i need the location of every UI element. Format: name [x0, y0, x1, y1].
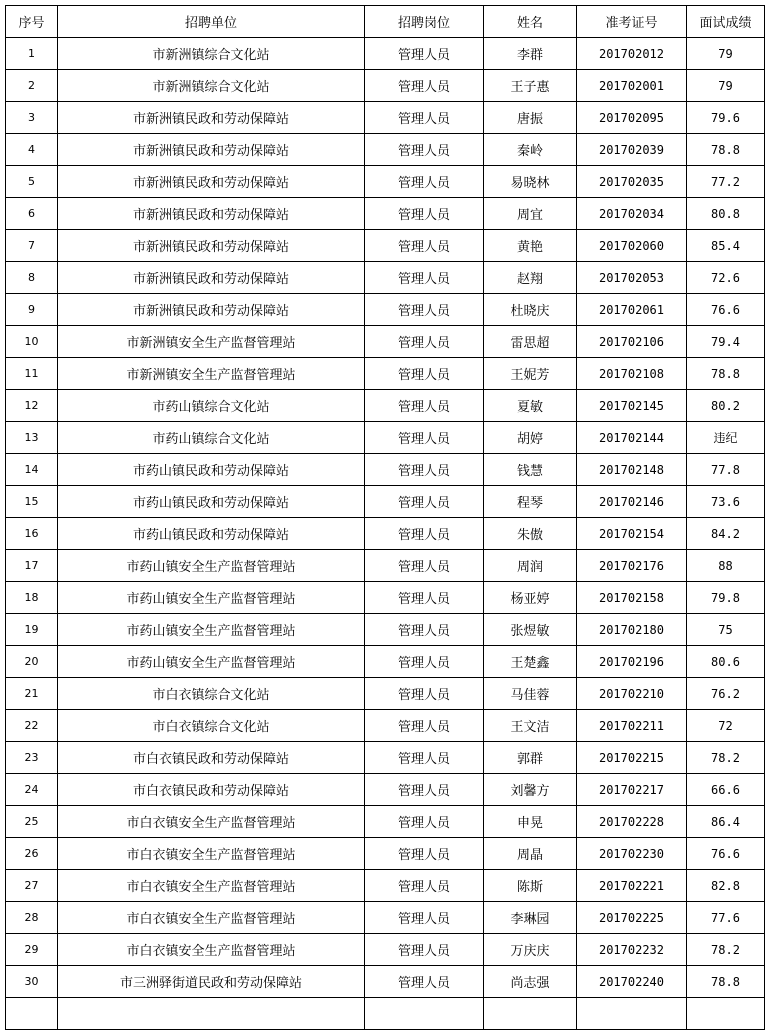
row-position: 管理人员: [365, 38, 484, 70]
row-ticket: 201702215: [577, 742, 687, 774]
row-name: 郭群: [484, 742, 577, 774]
table-row: [6, 582, 765, 614]
row-ticket: 201702148: [577, 454, 687, 486]
row-unit: 市新洲镇综合文化站: [58, 70, 365, 102]
row-name: 朱傲: [484, 518, 577, 550]
row-name: 申晃: [484, 806, 577, 838]
table-row: [6, 966, 765, 998]
header-position: 招聘岗位: [365, 6, 484, 38]
table-row: [6, 454, 765, 486]
row-position: 管理人员: [365, 550, 484, 582]
table-row: [6, 38, 765, 70]
row-score: 86.4: [687, 806, 765, 838]
row-index: 24: [6, 774, 58, 806]
row-index: 16: [6, 518, 58, 550]
row-position: 管理人员: [365, 70, 484, 102]
row-name: 张煜敏: [484, 614, 577, 646]
row-position: 管理人员: [365, 678, 484, 710]
table-row: [6, 134, 765, 166]
row-ticket: 201702108: [577, 358, 687, 390]
row-position: 管理人员: [365, 646, 484, 678]
table-row: [6, 902, 765, 934]
row-score: 76.6: [687, 294, 765, 326]
row-ticket: 201702095: [577, 102, 687, 134]
row-position: 管理人员: [365, 774, 484, 806]
row-ticket: 201702240: [577, 966, 687, 998]
row-name: 夏敏: [484, 390, 577, 422]
row-ticket: 201702145: [577, 390, 687, 422]
row-index: 15: [6, 486, 58, 518]
row-position: 管理人员: [365, 294, 484, 326]
row-score: 80.6: [687, 646, 765, 678]
table-row: [6, 230, 765, 262]
row-unit: 市新洲镇安全生产监督管理站: [58, 358, 365, 390]
table-row: [6, 806, 765, 838]
row-index: 13: [6, 422, 58, 454]
row-position: 管理人员: [365, 966, 484, 998]
row-ticket: 201702144: [577, 422, 687, 454]
table-row: [6, 326, 765, 358]
row-position: 管理人员: [365, 870, 484, 902]
row-position: 管理人员: [365, 614, 484, 646]
row-ticket: 201702217: [577, 774, 687, 806]
row-index: 20: [6, 646, 58, 678]
row-score: 88: [687, 550, 765, 582]
row-position: 管理人员: [365, 710, 484, 742]
table-row: [6, 870, 765, 902]
row-name: 唐振: [484, 102, 577, 134]
row-name: 杨亚婷: [484, 582, 577, 614]
row-score: 76.2: [687, 678, 765, 710]
row-position: 管理人员: [365, 806, 484, 838]
row-position: 管理人员: [365, 326, 484, 358]
table-row: [6, 774, 765, 806]
row-index: 7: [6, 230, 58, 262]
row-ticket: 201702146: [577, 486, 687, 518]
row-ticket: 201702039: [577, 134, 687, 166]
row-index: 28: [6, 902, 58, 934]
row-name: 易晓林: [484, 166, 577, 198]
row-name: 赵翔: [484, 262, 577, 294]
row-index: 23: [6, 742, 58, 774]
row-index: 2: [6, 70, 58, 102]
row-index: 5: [6, 166, 58, 198]
row-position: 管理人员: [365, 102, 484, 134]
table-row: [6, 358, 765, 390]
row-score: 75: [687, 614, 765, 646]
row-score: 80.8: [687, 198, 765, 230]
table-row: [6, 518, 765, 550]
row-score: 违纪: [687, 422, 765, 454]
row-score: 76.6: [687, 838, 765, 870]
row-ticket: 201702061: [577, 294, 687, 326]
row-index: 4: [6, 134, 58, 166]
row-score: 66.6: [687, 774, 765, 806]
row-position: 管理人员: [365, 262, 484, 294]
row-unit: 市药山镇民政和劳动保障站: [58, 486, 365, 518]
row-unit: 市新洲镇民政和劳动保障站: [58, 198, 365, 230]
row-unit: 市白衣镇综合文化站: [58, 678, 365, 710]
row-name: 周晶: [484, 838, 577, 870]
row-index: 17: [6, 550, 58, 582]
row-unit: 市白衣镇综合文化站: [58, 710, 365, 742]
row-position: 管理人员: [365, 518, 484, 550]
table-row: [6, 742, 765, 774]
row-unit: 市新洲镇民政和劳动保障站: [58, 134, 365, 166]
row-name: 钱慧: [484, 454, 577, 486]
row-ticket: 201702053: [577, 262, 687, 294]
row-index: 29: [6, 934, 58, 966]
row-index: 26: [6, 838, 58, 870]
row-score: 79.8: [687, 582, 765, 614]
table-row: [6, 262, 765, 294]
table-row: [6, 838, 765, 870]
row-unit: 市药山镇民政和劳动保障站: [58, 518, 365, 550]
row-position: 管理人员: [365, 486, 484, 518]
row-unit: 市新洲镇民政和劳动保障站: [58, 166, 365, 198]
row-name: 秦岭: [484, 134, 577, 166]
row-score: 82.8: [687, 870, 765, 902]
row-name: 程琴: [484, 486, 577, 518]
table-row: [6, 614, 765, 646]
table-row: [6, 486, 765, 518]
table-row: [6, 70, 765, 102]
row-name: 万庆庆: [484, 934, 577, 966]
row-unit: 市白衣镇民政和劳动保障站: [58, 742, 365, 774]
table-row: [6, 166, 765, 198]
row-unit: 市药山镇安全生产监督管理站: [58, 646, 365, 678]
header-row: [6, 6, 765, 38]
row-name: 李琳园: [484, 902, 577, 934]
row-index: 6: [6, 198, 58, 230]
cut-off-cell: [6, 998, 58, 1030]
row-ticket: 201702106: [577, 326, 687, 358]
row-index: 22: [6, 710, 58, 742]
row-score: 72.6: [687, 262, 765, 294]
row-position: 管理人员: [365, 582, 484, 614]
row-unit: 市白衣镇安全生产监督管理站: [58, 838, 365, 870]
row-unit: 市新洲镇民政和劳动保障站: [58, 102, 365, 134]
row-name: 王楚鑫: [484, 646, 577, 678]
row-ticket: 201702228: [577, 806, 687, 838]
header-score: 面试成绩: [687, 6, 765, 38]
row-position: 管理人员: [365, 390, 484, 422]
row-ticket: 201702221: [577, 870, 687, 902]
row-unit: 市白衣镇安全生产监督管理站: [58, 870, 365, 902]
row-index: 1: [6, 38, 58, 70]
cut-off-cell: [687, 998, 765, 1030]
row-name: 雷思超: [484, 326, 577, 358]
row-name: 马佳蓉: [484, 678, 577, 710]
cut-off-row: [6, 998, 765, 1030]
row-position: 管理人员: [365, 422, 484, 454]
row-score: 77.8: [687, 454, 765, 486]
row-name: 周宜: [484, 198, 577, 230]
table-row: [6, 198, 765, 230]
row-score: 73.6: [687, 486, 765, 518]
row-position: 管理人员: [365, 934, 484, 966]
header-index: 序号: [6, 6, 58, 38]
table-row: [6, 934, 765, 966]
cut-off-cell: [58, 998, 365, 1030]
interview-score-table: [5, 5, 765, 1030]
table-row: [6, 646, 765, 678]
row-unit: 市白衣镇安全生产监督管理站: [58, 902, 365, 934]
cut-off-cell: [365, 998, 484, 1030]
row-ticket: 201702176: [577, 550, 687, 582]
row-score: 85.4: [687, 230, 765, 262]
row-score: 79.6: [687, 102, 765, 134]
row-index: 25: [6, 806, 58, 838]
row-score: 80.2: [687, 390, 765, 422]
row-score: 72: [687, 710, 765, 742]
row-name: 王妮芳: [484, 358, 577, 390]
row-position: 管理人员: [365, 902, 484, 934]
header-unit: 招聘单位: [58, 6, 365, 38]
row-position: 管理人员: [365, 358, 484, 390]
row-ticket: 201702060: [577, 230, 687, 262]
row-ticket: 201702158: [577, 582, 687, 614]
row-name: 胡婷: [484, 422, 577, 454]
row-unit: 市白衣镇民政和劳动保障站: [58, 774, 365, 806]
row-unit: 市药山镇民政和劳动保障站: [58, 454, 365, 486]
row-position: 管理人员: [365, 230, 484, 262]
cut-off-cell: [577, 998, 687, 1030]
row-score: 78.8: [687, 966, 765, 998]
table-row: [6, 294, 765, 326]
row-name: 黄艳: [484, 230, 577, 262]
table-row: [6, 390, 765, 422]
row-name: 王子惠: [484, 70, 577, 102]
row-score: 79: [687, 70, 765, 102]
row-ticket: 201702210: [577, 678, 687, 710]
row-index: 21: [6, 678, 58, 710]
row-score: 78.2: [687, 934, 765, 966]
row-index: 8: [6, 262, 58, 294]
row-score: 77.6: [687, 902, 765, 934]
row-name: 王文洁: [484, 710, 577, 742]
row-index: 14: [6, 454, 58, 486]
row-ticket: 201702001: [577, 70, 687, 102]
table-row: [6, 710, 765, 742]
row-unit: 市药山镇综合文化站: [58, 422, 365, 454]
row-name: 李群: [484, 38, 577, 70]
table-row: [6, 102, 765, 134]
row-position: 管理人员: [365, 838, 484, 870]
row-index: 27: [6, 870, 58, 902]
table-body: [6, 38, 765, 1030]
row-index: 30: [6, 966, 58, 998]
row-unit: 市新洲镇民政和劳动保障站: [58, 230, 365, 262]
row-score: 79.4: [687, 326, 765, 358]
row-ticket: 201702196: [577, 646, 687, 678]
row-name: 刘馨方: [484, 774, 577, 806]
row-index: 12: [6, 390, 58, 422]
row-index: 19: [6, 614, 58, 646]
row-ticket: 201702225: [577, 902, 687, 934]
row-index: 10: [6, 326, 58, 358]
row-ticket: 201702154: [577, 518, 687, 550]
row-position: 管理人员: [365, 198, 484, 230]
row-index: 3: [6, 102, 58, 134]
row-name: 陈斯: [484, 870, 577, 902]
header-ticket: 准考证号: [577, 6, 687, 38]
table-row: [6, 422, 765, 454]
row-score: 77.2: [687, 166, 765, 198]
row-score: 78.8: [687, 134, 765, 166]
row-position: 管理人员: [365, 742, 484, 774]
row-ticket: 201702230: [577, 838, 687, 870]
row-unit: 市新洲镇综合文化站: [58, 38, 365, 70]
row-score: 78.2: [687, 742, 765, 774]
table-row: [6, 678, 765, 710]
row-ticket: 201702232: [577, 934, 687, 966]
row-unit: 市新洲镇民政和劳动保障站: [58, 294, 365, 326]
row-unit: 市白衣镇安全生产监督管理站: [58, 934, 365, 966]
row-score: 79: [687, 38, 765, 70]
row-name: 周润: [484, 550, 577, 582]
row-name: 杜晓庆: [484, 294, 577, 326]
row-position: 管理人员: [365, 134, 484, 166]
row-unit: 市药山镇安全生产监督管理站: [58, 582, 365, 614]
row-unit: 市三洲驿街道民政和劳动保障站: [58, 966, 365, 998]
row-ticket: 201702034: [577, 198, 687, 230]
row-score: 78.8: [687, 358, 765, 390]
row-index: 11: [6, 358, 58, 390]
row-unit: 市药山镇安全生产监督管理站: [58, 550, 365, 582]
cut-off-cell: [484, 998, 577, 1030]
row-position: 管理人员: [365, 454, 484, 486]
row-name: 尚志强: [484, 966, 577, 998]
header-name: 姓名: [484, 6, 577, 38]
row-ticket: 201702012: [577, 38, 687, 70]
table-row: [6, 550, 765, 582]
row-unit: 市新洲镇民政和劳动保障站: [58, 262, 365, 294]
row-ticket: 201702035: [577, 166, 687, 198]
row-unit: 市药山镇安全生产监督管理站: [58, 614, 365, 646]
row-unit: 市白衣镇安全生产监督管理站: [58, 806, 365, 838]
row-ticket: 201702180: [577, 614, 687, 646]
row-ticket: 201702211: [577, 710, 687, 742]
row-position: 管理人员: [365, 166, 484, 198]
row-index: 18: [6, 582, 58, 614]
row-unit: 市新洲镇安全生产监督管理站: [58, 326, 365, 358]
row-unit: 市药山镇综合文化站: [58, 390, 365, 422]
row-score: 84.2: [687, 518, 765, 550]
row-index: 9: [6, 294, 58, 326]
